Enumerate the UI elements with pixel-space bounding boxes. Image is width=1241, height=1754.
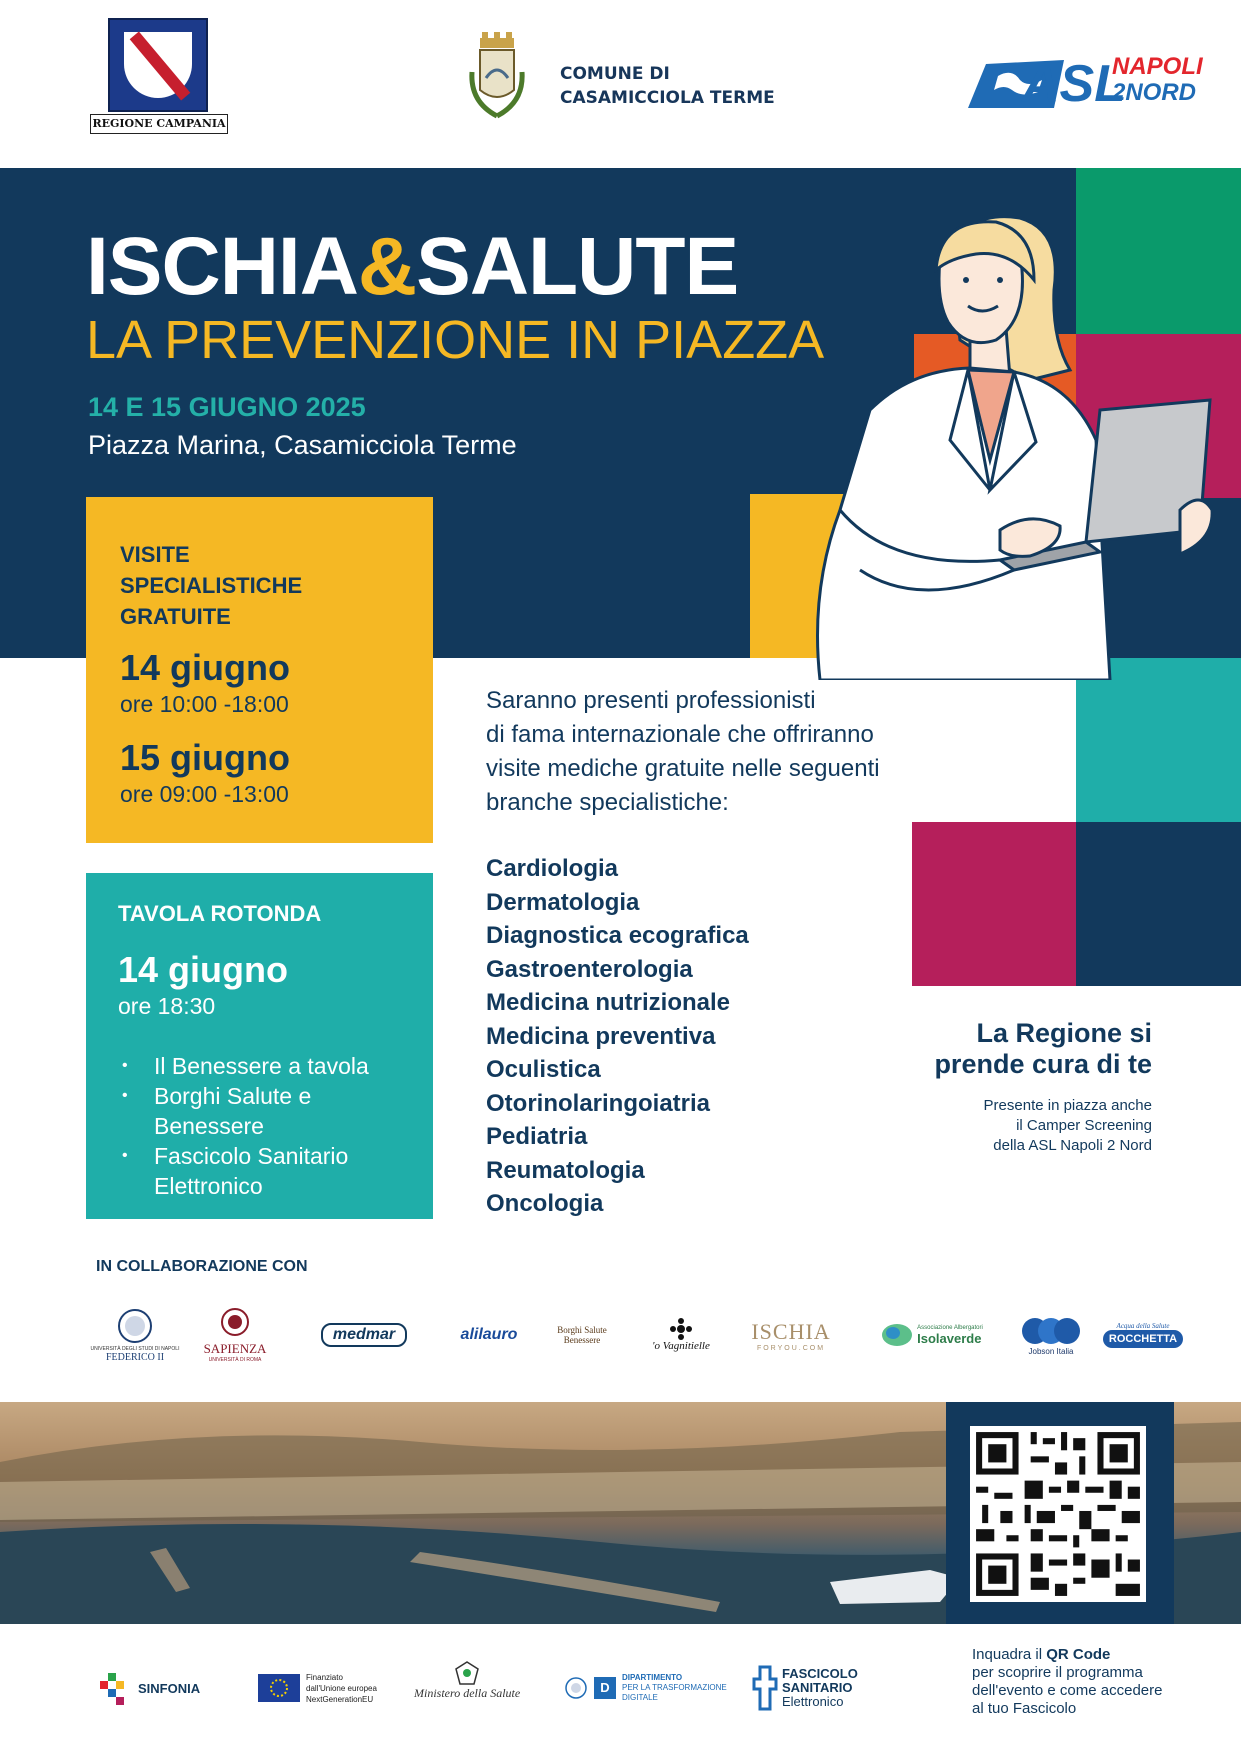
- eu-flag-icon: [258, 1674, 300, 1702]
- asl-main-text: ASL: [1022, 55, 1126, 113]
- specialty-item: Otorinolaringoiatria: [486, 1089, 711, 1117]
- event-dates: 14 E 15 GIUGNO 2025: [88, 392, 366, 422]
- visits-heading-line1: VISITE: [120, 542, 190, 567]
- visits-day1: 14 giugno: [120, 647, 290, 688]
- dipartimento-logo: [564, 1660, 727, 1716]
- sinfonia-text: SINFONIA: [138, 1680, 201, 1696]
- specialty-item: Cardiologia: [486, 855, 619, 882]
- title-ampersand: &: [357, 221, 417, 312]
- sinfonia-logo: [100, 1660, 200, 1716]
- teal-tile: [1076, 658, 1241, 822]
- regione-line1: La Regione si: [976, 1018, 1152, 1048]
- regione-message: [900, 1018, 1152, 1080]
- qr-caption-line2: per scoprire il programma: [972, 1664, 1143, 1681]
- round-table-topics: [118, 1051, 418, 1201]
- ministero-salute-logo: [414, 1660, 520, 1716]
- jobson-globes-icon: [1021, 1315, 1081, 1347]
- event-place: Piazza Marina, Casamicciola Terme: [88, 430, 517, 460]
- visits-heading-line3: GRATUITE: [120, 604, 231, 629]
- medmar-text: medmar: [321, 1323, 407, 1347]
- round-table-topic: • Borghi Salute e Benessere: [118, 1081, 418, 1141]
- republic-seal-icon: [564, 1676, 588, 1700]
- header: [0, 0, 1241, 168]
- specialty-item: Medicina preventiva: [486, 1022, 716, 1050]
- dip-line3: DIGITALE: [622, 1693, 658, 1702]
- ischia-foryou-logo: [744, 1300, 838, 1370]
- camper-note: [900, 1096, 1152, 1156]
- event-subtitle: LA PREVENZIONE IN PIAZZA: [86, 310, 825, 370]
- specialties-list: [486, 852, 749, 1221]
- fse-line3: Elettronico: [782, 1694, 844, 1709]
- asl-napoli-text: NAPOLI: [1112, 53, 1203, 80]
- jobson-logo: [1016, 1300, 1086, 1370]
- qr-caption-line1: [972, 1646, 1182, 1664]
- specialty-item: Gastroenterologia: [486, 955, 693, 983]
- visits-heading-line2: SPECIALISTICHE: [120, 573, 303, 598]
- regione-line2: prende cura di te: [934, 1049, 1152, 1079]
- title-part2: SALUTE: [416, 221, 739, 312]
- specialty-item: Reumatologia: [486, 1156, 645, 1184]
- camper-line1: Presente in piazza anche: [983, 1097, 1152, 1114]
- isolaverde-leaf-icon: [881, 1322, 913, 1348]
- borghi-text: Borghi Salute Benessere: [557, 1325, 607, 1345]
- free-visits-box: [86, 497, 433, 843]
- vagnitielle-text: 'o Vagnitielle: [652, 1340, 710, 1352]
- qr-code-icon[interactable]: [970, 1426, 1146, 1602]
- casamicciola-crest-icon: [466, 32, 528, 124]
- event-title: [86, 222, 738, 312]
- rocchetta-text: ROCCHETTA: [1103, 1330, 1183, 1348]
- federico-ii-seal-icon: [117, 1308, 153, 1344]
- italian-emblem-icon: [454, 1660, 480, 1686]
- camper-line2: il Camper Screening: [1016, 1117, 1152, 1134]
- sapienza-logo: [190, 1300, 280, 1370]
- eu-funding-logo: [258, 1660, 377, 1716]
- dip-line1: DIPARTIMENTO: [622, 1673, 683, 1682]
- vagnitielle-logo: [638, 1300, 724, 1370]
- fse-line1: FASCICOLO: [782, 1666, 858, 1681]
- comune-name: [560, 62, 780, 110]
- visits-hours1: ore 10:00 -18:00: [120, 691, 289, 717]
- federico-ii-logo: [90, 1300, 180, 1370]
- fse-cross-icon: [752, 1665, 778, 1711]
- comune-line2: CASAMICCIOLA TERME: [560, 88, 775, 108]
- qr-code-panel: [946, 1402, 1174, 1624]
- isolaverde-logo: [872, 1300, 992, 1370]
- qr-caption-line4: al tuo Fascicolo: [972, 1700, 1077, 1717]
- medmar-logo: [312, 1300, 416, 1370]
- borghi-logo: [544, 1300, 620, 1370]
- specialty-item: Oculistica: [486, 1056, 601, 1083]
- alilauro-logo: [446, 1300, 532, 1370]
- specialty-item: Dermatologia: [486, 888, 640, 916]
- ischia-small: FORYOU.COM: [756, 1344, 826, 1352]
- specialty-item: Diagnostica ecografica: [486, 922, 749, 949]
- jobson-text: Jobson Italia: [1028, 1346, 1074, 1356]
- eu-line2: dall'Unione europea: [306, 1683, 377, 1693]
- qr-caption-pre: Inquadra il: [972, 1646, 1047, 1663]
- eu-line1: Finanziato: [306, 1672, 343, 1682]
- digital-d-icon: D: [594, 1677, 616, 1699]
- regione-campania-logo: [90, 18, 228, 136]
- partner-logos: [90, 1300, 1190, 1370]
- title-part1: ISCHIA: [86, 221, 358, 312]
- isolaverde-small: Associazione Albergatori: [917, 1324, 983, 1331]
- visits-hours2: ore 09:00 -13:00: [120, 781, 289, 807]
- regione-campania-label: REGIONE CAMPANIA: [90, 114, 228, 134]
- round-table-day: 14 giugno: [118, 949, 288, 990]
- rocchetta-small: Acqua della Salute: [1116, 1322, 1170, 1330]
- navy-tile: [1076, 822, 1241, 986]
- sapienza-seal-icon: [220, 1307, 250, 1341]
- doctor-illustration: [800, 210, 1230, 680]
- asl-napoli-2-nord-logo: [968, 53, 1203, 114]
- rocchetta-logo: [1106, 1300, 1180, 1370]
- sapienza-name: SAPIENZA: [203, 1341, 267, 1356]
- round-table-topic: • Fascicolo Sanitario Elettronico: [118, 1141, 418, 1201]
- fse-line2: SANITARIO: [782, 1680, 853, 1695]
- dip-line2: PER LA TRASFORMAZIONE: [622, 1683, 727, 1692]
- ischia-text: ISCHIA: [751, 1318, 831, 1344]
- round-table-topic: • Il Benessere a tavola: [118, 1051, 418, 1081]
- asl-2nord-text: 2NORD: [1112, 79, 1197, 106]
- free-visits-heading: [120, 539, 380, 632]
- eu-line3: NextGenerationEU: [306, 1694, 374, 1704]
- federico-small: UNIVERSITÀ DEGLI STUDI DI NAPOLI: [90, 1345, 180, 1352]
- qr-caption-bold: QR Code: [1046, 1646, 1111, 1663]
- sapienza-small: UNIVERSITÀ DI ROMA: [208, 1357, 262, 1363]
- round-table-box: [86, 873, 433, 1219]
- collaboration-heading: IN COLLABORAZIONE CON: [96, 1258, 308, 1275]
- federico-name: FEDERICO II: [105, 1351, 165, 1363]
- magenta-tile-bottom: [912, 822, 1076, 986]
- intro-line4: branche specialistiche:: [486, 789, 729, 816]
- round-table-hour: ore 18:30: [118, 993, 216, 1019]
- intro-line2: di fama internazionale che offriranno: [486, 721, 874, 748]
- sinfonia-squares-icon: [100, 1671, 134, 1705]
- intro-line1: Saranno presenti professionisti: [486, 687, 816, 714]
- visits-day2: 15 giugno: [120, 737, 290, 778]
- specialty-item: Medicina nutrizionale: [486, 989, 731, 1016]
- ministero-text: Ministero della Salute: [414, 1686, 521, 1700]
- qr-caption-line3: dell'evento e come accedere: [972, 1682, 1163, 1699]
- isolaverde-text: Isolaverde: [917, 1330, 982, 1346]
- comune-line1: COMUNE DI: [560, 64, 670, 84]
- vagnitielle-flower-icon: [670, 1318, 692, 1340]
- specialty-item: Pediatria: [486, 1123, 588, 1150]
- specialty-item: Oncologia: [486, 1190, 604, 1217]
- alilauro-text: alilauro: [460, 1326, 518, 1343]
- fascicolo-sanitario-logo: [752, 1660, 858, 1716]
- round-table-heading: TAVOLA ROTONDA: [118, 901, 322, 926]
- regione-campania-shield-icon: [108, 18, 208, 112]
- intro-line3: visite mediche gratuite nelle seguenti: [486, 755, 880, 782]
- intro-text: [486, 684, 916, 820]
- qr-caption: [972, 1646, 1182, 1718]
- camper-line3: della ASL Napoli 2 Nord: [993, 1137, 1152, 1154]
